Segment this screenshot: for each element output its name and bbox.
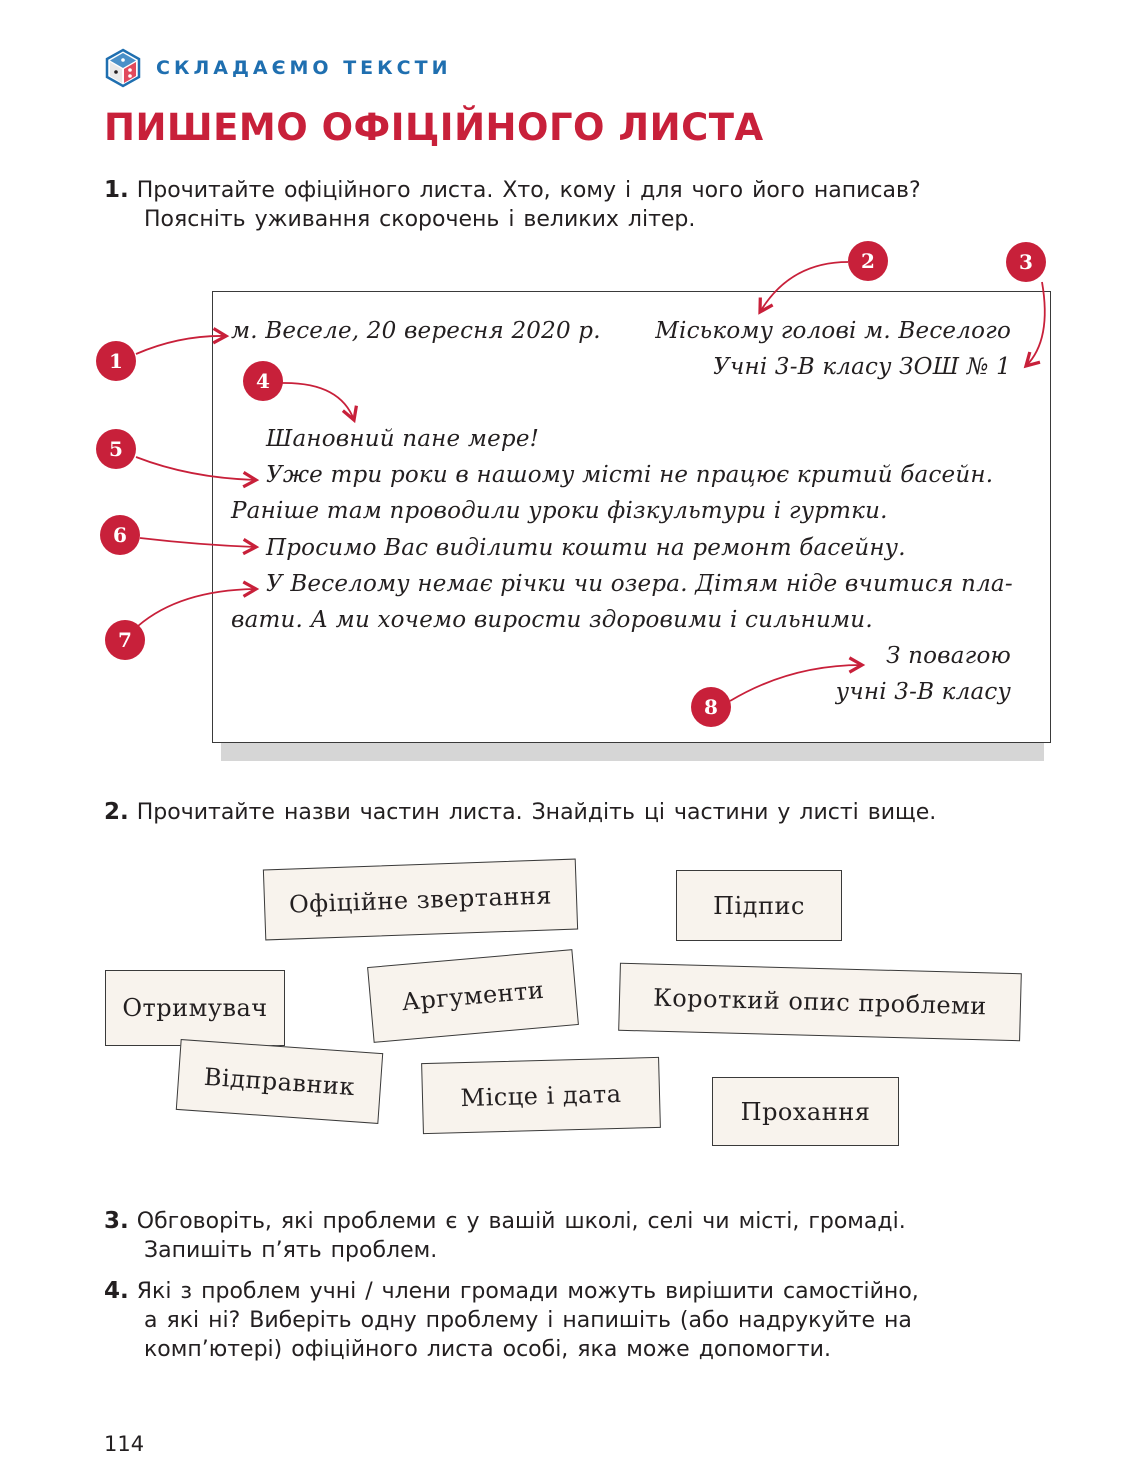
task-2 — [104, 798, 936, 827]
marker-6: 6 — [100, 515, 140, 555]
letter-place-date: м. Веселе, 20 вересня 2020 р. — [231, 318, 601, 344]
task-text: комп’ютері) офіційного листа особі, яка може допомогти. — [144, 1337, 831, 1362]
section-name: СКЛАДАЄМО ТЕКСТИ — [156, 57, 452, 79]
letter-argument-line: У Веселому немає річки чи озера. Дітям ніде вчитися пла- — [266, 571, 1013, 597]
task-number: 3. — [104, 1208, 129, 1234]
card-official-address[interactable]: Офіційне звертання — [263, 859, 578, 941]
letter-closing: З повагою — [886, 643, 1011, 669]
letter-sender: Учні 3-В класу ЗОШ № 1 — [713, 354, 1011, 380]
card-recipient[interactable]: Отримувач — [105, 970, 285, 1046]
marker-7: 7 — [105, 620, 145, 660]
task-number: 1. — [104, 177, 129, 203]
task-text: Прочитайте офіційного листа. Хто, кому і для чого його написав? — [136, 178, 921, 203]
letter-problem-line: Раніше там проводили уроки фізкультури і гуртки. — [231, 498, 888, 524]
letter-greeting: Шановний пане мере! — [266, 426, 540, 452]
arrow-3 — [1026, 282, 1045, 366]
card-problem-description[interactable]: Короткий опис проблеми — [618, 963, 1022, 1041]
task-number: 2. — [104, 799, 129, 825]
letter-recipient: Міському голові м. Веселого — [655, 318, 1011, 344]
task-3 — [104, 1207, 906, 1265]
arrow-7 — [138, 589, 256, 626]
page-number: 114 — [104, 1432, 145, 1456]
card-sender[interactable]: Відправник — [176, 1039, 383, 1124]
marker-5: 5 — [96, 429, 136, 469]
letter-signature: учні 3-В класу — [835, 679, 1011, 705]
task-text: Які з проблем учні / члени громади можуть вирішити самостійно, — [136, 1279, 919, 1304]
arrow-2 — [760, 262, 848, 312]
letter-request-line: Просимо Вас виділити кошти на ремонт басейну. — [266, 535, 906, 561]
marker-3: 3 — [1006, 242, 1046, 282]
task-text: Прочитайте назви частин листа. Знайдіть ці частини у листі вище. — [136, 800, 937, 825]
card-request[interactable]: Прохання — [712, 1077, 899, 1146]
arrow-4 — [282, 383, 354, 420]
marker-8: 8 — [691, 687, 731, 727]
marker-1: 1 — [96, 341, 136, 381]
arrow-1 — [136, 336, 226, 354]
card-place-date[interactable]: Місце і дата — [421, 1057, 661, 1134]
task-text: Запишіть п’ять проблем. — [144, 1238, 438, 1263]
task-number: 4. — [104, 1278, 129, 1304]
arrow-8 — [730, 665, 862, 701]
task-4 — [104, 1277, 919, 1364]
card-signature[interactable]: Підпис — [676, 870, 842, 941]
task-text: Поясніть уживання скорочень і великих літер. — [144, 207, 696, 232]
card-arguments[interactable]: Аргументи — [367, 949, 579, 1043]
arrow-6 — [140, 538, 256, 547]
marker-2: 2 — [848, 241, 888, 281]
marker-4: 4 — [243, 361, 283, 401]
letter-problem-line: Уже три роки в нашому місті не працює критий басейн. — [266, 462, 994, 488]
arrow-5 — [136, 457, 256, 480]
task-text: Обговоріть, які проблеми є у вашій школі, селі чи місті, громаді. — [136, 1209, 906, 1234]
task-text: а які ні? Виберіть одну проблему і напишіть (або надрукуйте на — [144, 1308, 912, 1333]
letter-argument-line: вати. А ми хочемо вирости здоровими і сильними. — [231, 607, 873, 633]
page-title: ПИШЕМО ОФІЦІЙНОГО ЛИСТА — [104, 106, 764, 149]
